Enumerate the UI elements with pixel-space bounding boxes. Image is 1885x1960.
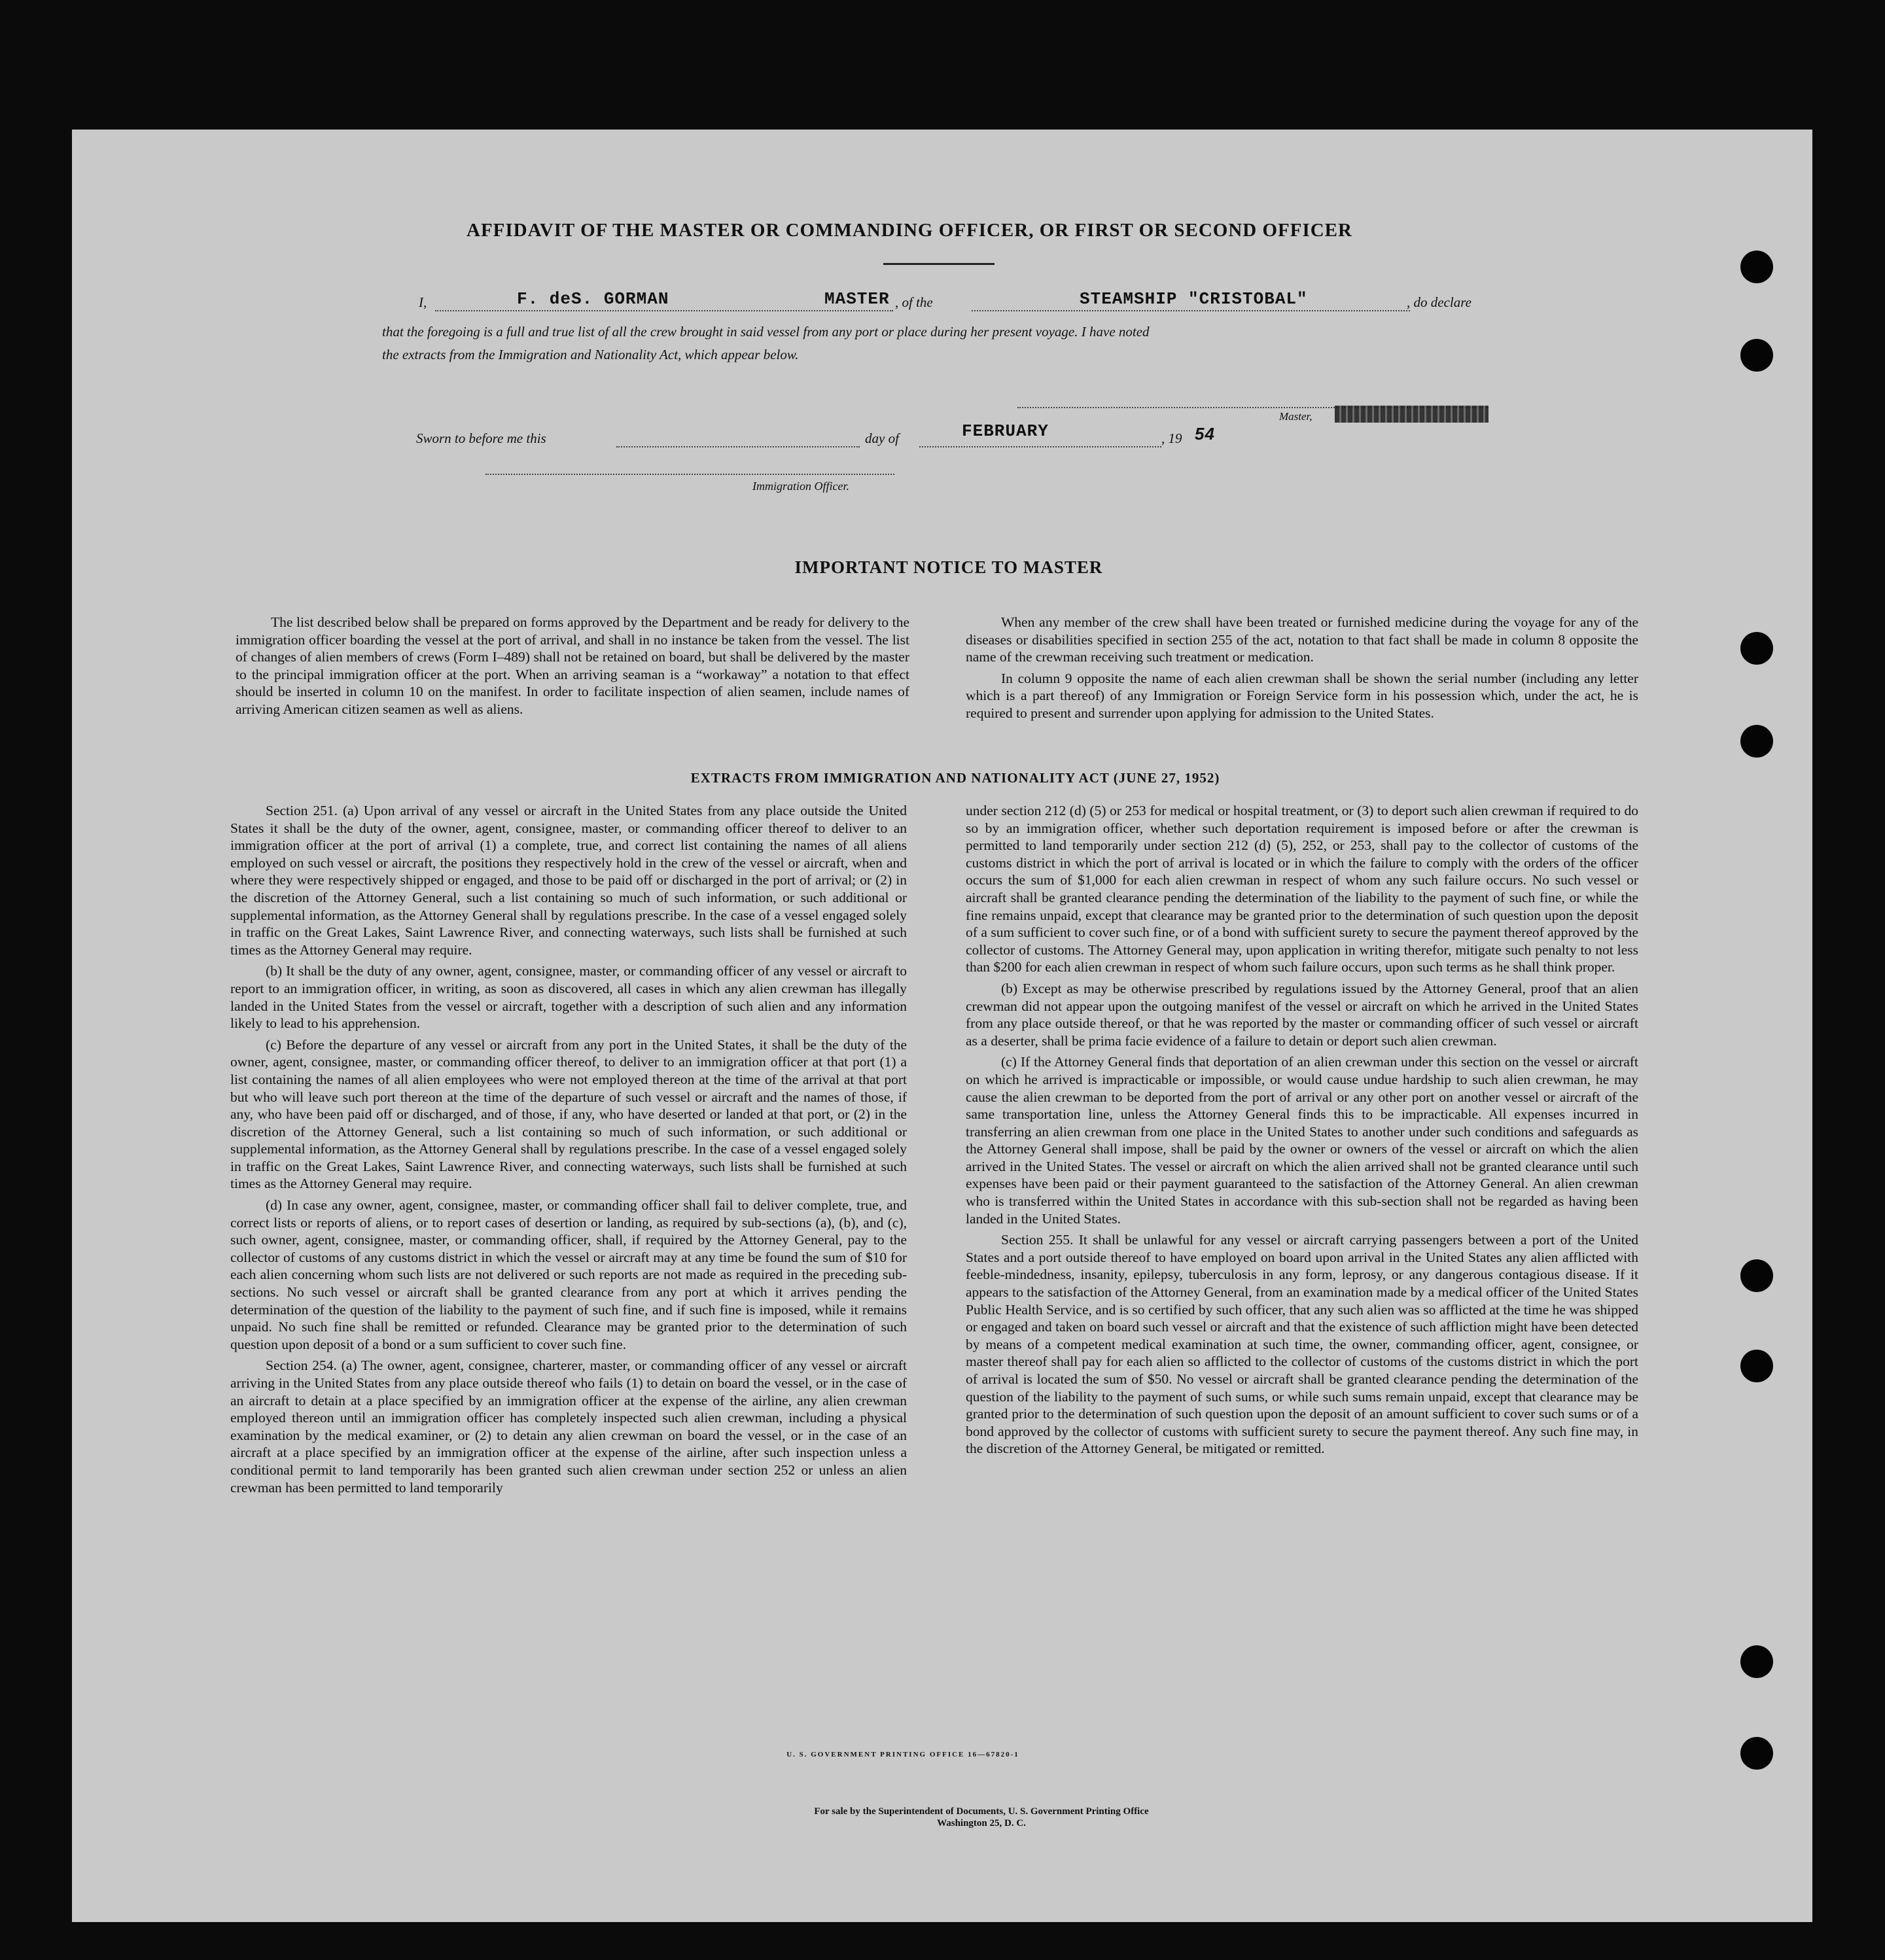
vessel-line — [972, 310, 1410, 311]
declarant-rank: MASTER — [824, 289, 890, 309]
binder-hole — [1740, 632, 1773, 665]
section-paragraph: (c) Before the departure of any vessel or aircraft from any port in the United States, it shall be the duty of the owner, agent, consignee, master, or commanding officer thereof, to deliver to an immigration officer at that port (1) a list containing the names of all alien employees who were not employed thereon at the time of the arrival at that port but who will leave such port thereon at the time of the departure of such vessel or aircraft and the names of those, if any, who have been paid off or discharged, and of those, if any, who have deserted or landed at that port, or (2) in the discretion of the Attorney General, such a list containing so much of such information, or such additional or supplemental information, as the Attorney General shall by regulations prescribe. In the case of a vessel engaged solely in traffic on the Great Lakes, Saint Lawrence River, and connecting waterways, such lists shall be furnished at such times as the Attorney General may require. — [230, 1036, 907, 1192]
sale-notice-line: For sale by the Superintendent of Documents, U. S. Government Printing Office — [814, 1806, 1149, 1817]
section-paragraph: (c) If the Attorney General finds that deportation of an alien crewman under this section on the vessel or aircraft on which he arrived is impracticable or impossible, or would cause undue hardship to such alien crewman, he may cause the alien crewman to be deported from the port of arrival or any other port on another vessel or aircraft of the same transportation line, unless the Attorney General finds this to be impracticable. All expenses incurred in transferring an alien crewman from one place in the United States to another under such conditions and safeguards as the Attorney General shall impose, shall be paid by the owner or owners of the vessel or aircraft on which the alien arrived in the United States. The vessel or aircraft on which the alien arrived shall not be granted clearance until such expenses have been paid or their payment guaranteed to the satisfaction of the Attorney General. An alien crewman who is transferred within the United States in accordance with this sub-section shall not be regarded as having been landed in the United States. — [966, 1054, 1638, 1227]
year-prefix: , 19 — [1161, 430, 1182, 446]
section-paragraph: (b) Except as may be otherwise prescribed by regulations issued by the Attorney General, proof that an alien crewman did not appear upon the outgoing manifest of the vessel or aircraft on which he arrived in the United States from any place outside thereof, or that he was reported by the master or commanding officer of such vessel or aircraft as a deserter, shall be prima facie evidence of a failure to detain or deport such alien crewman. — [966, 980, 1638, 1049]
section-paragraph: under section 212 (d) (5) or 253 for medical or hospital treatment, or (3) to deport such alien crewman if required to do so by an immigration officer, whether such deportation requirement is imposed before or after the crewman is permitted to land temporarily under section 212 (d) (5), 252, or 253, shall pay to the collector of customs of the customs district in which the port of arrival is located or in which the failure to comply with the orders of the officer occurs the sum of $1,000 for each alien crewman in respect of whom any such failure occurs. No such vessel or aircraft shall be granted clearance pending the determination of the liability to the payment of such fine, or while the fine remains unpaid, except that clearance may be granted prior to the determination of such question upon the deposit of a sum sufficient to cover such fine, or of a bond with sufficient surety to secure the payment thereof approved by the collector of customs. The Attorney General may, upon application in writing therefor, mitigate such penalty to not less than $200 for each alien crewman in respect of whom such failure occurs, upon such terms as he shall think proper. — [966, 803, 1638, 975]
notice-left-paragraph: The list described below shall be prepared on forms approved by the Department and be ready for delivery to the immigration officer boarding the vessel at the port of arrival, and shall in no instance be taken from the vessel. The list of changes of alien members of crews (Form I–489) shall not be retained on board, but shall be delivered by the master to the principal immigration officer at the port. When an arriving seaman is a “workaway” a notation to that effect should be inserted in column 10 on the manifest. In order to facilitate inspection of alien seamen, include names of arriving American citizen seamen as well as aliens. — [236, 614, 909, 717]
sale-notice-line: Washington 25, D. C. — [937, 1818, 1026, 1829]
notice-right-paragraph: When any member of the crew shall have been treated or furnished medicine during the voyage for any of the diseases or disabilities specified in section 255 of the act, notation to that fact shall be made in column 8 opposite the name of the crewman receiving such treatment or medication. — [966, 614, 1638, 665]
declaration-line-2: that the foregoing is a full and true list of all the crew brought in said vessel from any port or place during her present voyage. I have noted — [382, 324, 1150, 340]
title-rule — [883, 263, 995, 265]
master-signature-redacted — [1335, 406, 1489, 423]
printing-office-imprint: U. S. GOVERNMENT PRINTING OFFICE 16—67820-1 — [786, 1751, 1019, 1759]
section-paragraph: (b) It shall be the duty of any owner, agent, consignee, master, or commanding officer of any vessel or aircraft to report to an immigration officer, in writing, as soon as discovered, all cases in which any alien crewman has illegally landed in the United States from the vessel or aircraft, together with a description of such alien and any information likely to lead to his apprehension. — [230, 963, 907, 1032]
section-paragraph: Section 254. (a) The owner, agent, consignee, charterer, master, or commanding officer of any vessel or aircraft arriving in the United States from any place outside thereof who fails (1) to detain on board the vessel, or in the case of an aircraft to detain at a place specified by an immigration officer at the expense of the airline, any alien crewman employed thereon until an immigration officer has completely inspected such alien crewman, including a physical examination by the medical examiner, or (2) to detain any alien crewman on board the vessel, or in the case of an aircraft at a place specified by an immigration officer at the expense of the airline, after such inspection unless a conditional permit to land temporarily has been granted such alien crewman under section 252 or unless an alien crewman has been permitted to land temporarily — [230, 1357, 907, 1496]
sale-notice — [589, 1806, 1374, 1829]
binder-hole — [1740, 1259, 1773, 1292]
section-paragraph: Section 251. (a) Upon arrival of any vessel or aircraft in the United States from any place outside the United States it shall be the duty of the owner, agent, consignee, master, or commanding officer thereof to deliver to an immigration officer at the port of arrival (1) a complete, true, and correct list containing the names of all aliens employed on such vessel or aircraft, the positions they respectively hold in the crew of the vessel or aircraft, when and where they were respectively shipped or engaged, and those to be paid off or discharged in the port of arrival; or (2) in the discretion of the Attorney General, such a list containing so much of such information, or such additional or supplemental information, as the Attorney General shall by regulations prescribe. In the case of a vessel engaged solely in traffic on the Great Lakes, Saint Lawrence River, and connecting waterways, such lists shall be furnished at such times as the Attorney General may require. — [230, 803, 907, 958]
section-paragraph: (d) In case any owner, agent, consignee, master, or commanding officer shall fail to deliver complete, true, and correct lists or reports of aliens, or to report cases of desertion or landing, as required by sub-sections (a), (b), and (c), such owner, agent, consignee, master, or commanding officer, shall, if required by the Attorney General, pay to the collector of customs of any customs district in which the vessel or aircraft may at any time be found the sum of $10 for each alien concerning whom such lists are not delivered or such reports are not made as required in the preceding sub-sections. No such vessel or aircraft shall be granted clearance from any port at which it arrives pending the determination of the question of the liability to the payment of such fine, and if such fine is imposed, while it remains unpaid. No such fine shall be remitted or refunded. Clearance may be granted prior to the determination of such question upon deposit of a bond or a sum sufficient to cover such fine. — [230, 1197, 907, 1352]
sworn-label: Sworn to before me this — [416, 430, 546, 446]
affidavit-title: AFFIDAVIT OF THE MASTER OR COMMANDING OFFICER, OR FIRST OR SECOND OFFICER — [467, 220, 1352, 241]
declarant-name: F. deS. GORMAN — [517, 289, 669, 309]
immigration-officer-label: Immigration Officer. — [752, 480, 849, 493]
extracts-left-column — [230, 802, 907, 1726]
notice-right-paragraph: In column 9 opposite the name of each alien crewman shall be shown the serial number (including any letter which is a part thereof) of any Immigration or Foreign Service form in his possession which, under the act, he is required to present and surrender upon applying for admission to the United States. — [966, 670, 1638, 721]
notice-title: IMPORTANT NOTICE TO MASTER — [794, 557, 1103, 577]
notice-right-column — [966, 614, 1638, 758]
notice-left-column — [236, 614, 909, 754]
master-label: Master, — [1279, 410, 1312, 423]
sworn-day-line — [616, 446, 860, 447]
day-of-label: day of — [865, 430, 899, 446]
binder-hole — [1740, 1350, 1773, 1382]
vessel-name: STEAMSHIP "CRISTOBAL" — [1080, 289, 1308, 309]
declarant-line — [435, 310, 893, 311]
binder-hole — [1740, 339, 1773, 372]
binder-hole — [1740, 725, 1773, 758]
binder-hole — [1740, 251, 1773, 283]
sworn-month: FEBRUARY — [962, 421, 1049, 441]
of-the-label: , of the — [895, 294, 933, 310]
extracts-title: EXTRACTS FROM IMMIGRATION AND NATIONALITY ACT (JUNE 27, 1952) — [690, 770, 1220, 786]
do-declare-label: , do declare — [1407, 294, 1471, 310]
binder-hole — [1740, 1737, 1773, 1770]
section-paragraph: Section 255. It shall be unlawful for any vessel or aircraft carrying passengers between a port of the United States and a port outside thereof to have employed on board upon arrival in the United States any alien afflicted with feeble-mindedness, insanity, epilepsy, tuberculosis in any form, leprosy, or any dangerous contagious disease. If it appears to the satisfaction of the Attorney General, from an examination made by a medical officer of the United States Public Health Service, and is so certified by such officer, that any such alien was so afflicted at the time he was shipped or engaged and taken on board such vessel or aircraft and that the existence of such affliction might have been detected by means of a competent medical examination at such time, the owner, commanding officer, agent, consignee, or master thereof shall pay for each alien so afflicted to the collector of customs of the customs district in which the port of arrival is located the sum of $50. No vessel or aircraft shall be granted clearance pending the determination of the question of the liability to the payment of such sums, or while such sums remain unpaid, except that clearance may be granted prior to the determination of such question upon the deposit of an amount sufficient to cover such sums or of a bond approved by the collector of customs with sufficient surety to secure the payment thereof. Any such fine may, in the discretion of the Attorney General, be mitigated or remitted. — [966, 1232, 1638, 1457]
month-line — [919, 446, 1161, 447]
binder-hole — [1740, 1645, 1773, 1678]
officer-signature-line — [485, 474, 894, 475]
declaration-line-3: the extracts from the Immigration and Nationality Act, which appear below. — [382, 347, 799, 362]
sworn-year: 54 — [1195, 424, 1215, 444]
extracts-right-column — [966, 802, 1638, 1726]
declarant-prefix: I, — [419, 294, 427, 310]
